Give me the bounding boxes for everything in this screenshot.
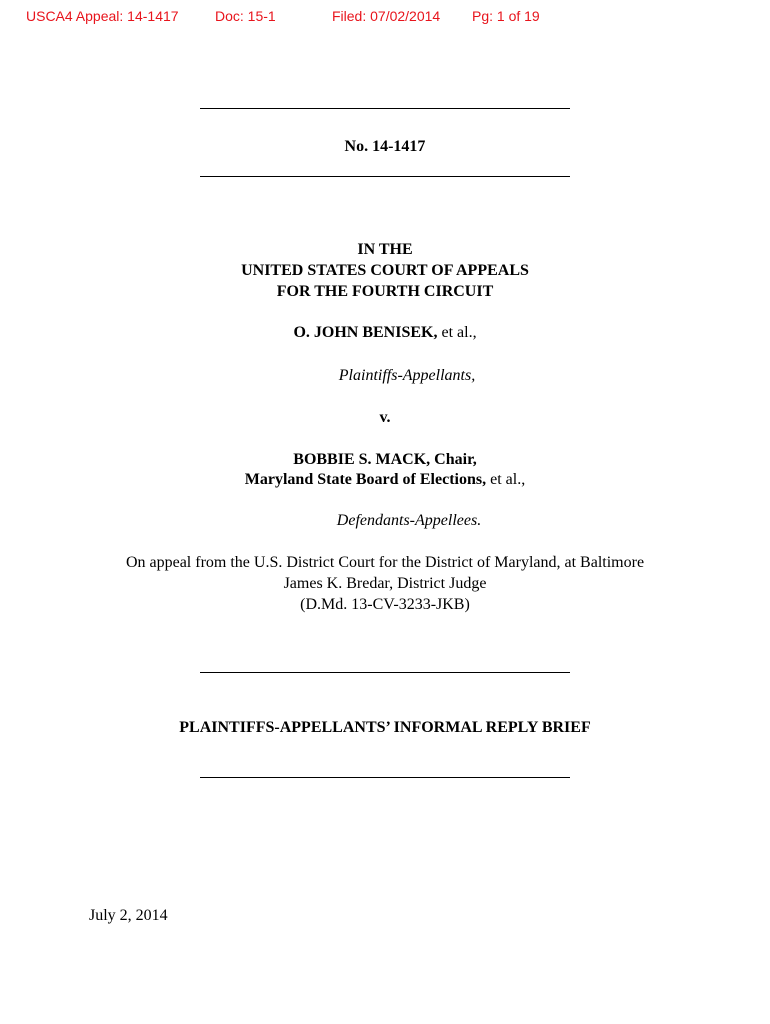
appellant-name: O. JOHN BENISEK, — [293, 324, 438, 341]
appellant-suffix: et al., — [437, 324, 477, 341]
appellee-line-2 — [0, 470, 770, 490]
court-line-1: IN THE — [357, 241, 413, 258]
appellee-name-2: Maryland State Board of Elections, — [244, 471, 487, 488]
appellee-suffix: et al., — [486, 471, 526, 488]
district-case-number: (D.Md. 13-CV-3233-JKB) — [300, 596, 470, 613]
filing-stamp-header — [0, 8, 770, 28]
versus: v. — [379, 409, 391, 426]
filed-date-stamp: Filed: 07/02/2014 — [332, 8, 441, 24]
page-count-stamp: Pg: 1 of 19 — [472, 8, 540, 24]
brief-title: PLAINTIFFS-APPELLANTS’ INFORMAL REPLY BRIEF — [179, 719, 591, 736]
appellee-role: Defendants-Appellees. — [336, 512, 482, 529]
divider-rule — [200, 108, 570, 109]
appellant-line — [0, 323, 770, 343]
court-line-3: FOR THE FOURTH CIRCUIT — [276, 283, 494, 300]
appeal-origin: On appeal from the U.S. District Court for the District of Maryland, at Baltimore — [125, 554, 645, 571]
doc-number-stamp: Doc: 15-1 — [215, 8, 276, 24]
case-number: No. 14-1417 — [344, 138, 426, 155]
divider-rule — [200, 176, 570, 177]
district-judge: James K. Bredar, District Judge — [283, 575, 487, 592]
filing-date: July 2, 2014 — [89, 907, 168, 924]
divider-rule — [200, 672, 570, 673]
appeal-number-stamp: USCA4 Appeal: 14-1417 — [26, 8, 179, 24]
divider-rule — [200, 777, 570, 778]
appellant-role: Plaintiffs-Appellants, — [338, 367, 476, 384]
appellee-name-1: BOBBIE S. MACK, Chair, — [293, 451, 477, 468]
court-line-2: UNITED STATES COURT OF APPEALS — [241, 262, 529, 279]
